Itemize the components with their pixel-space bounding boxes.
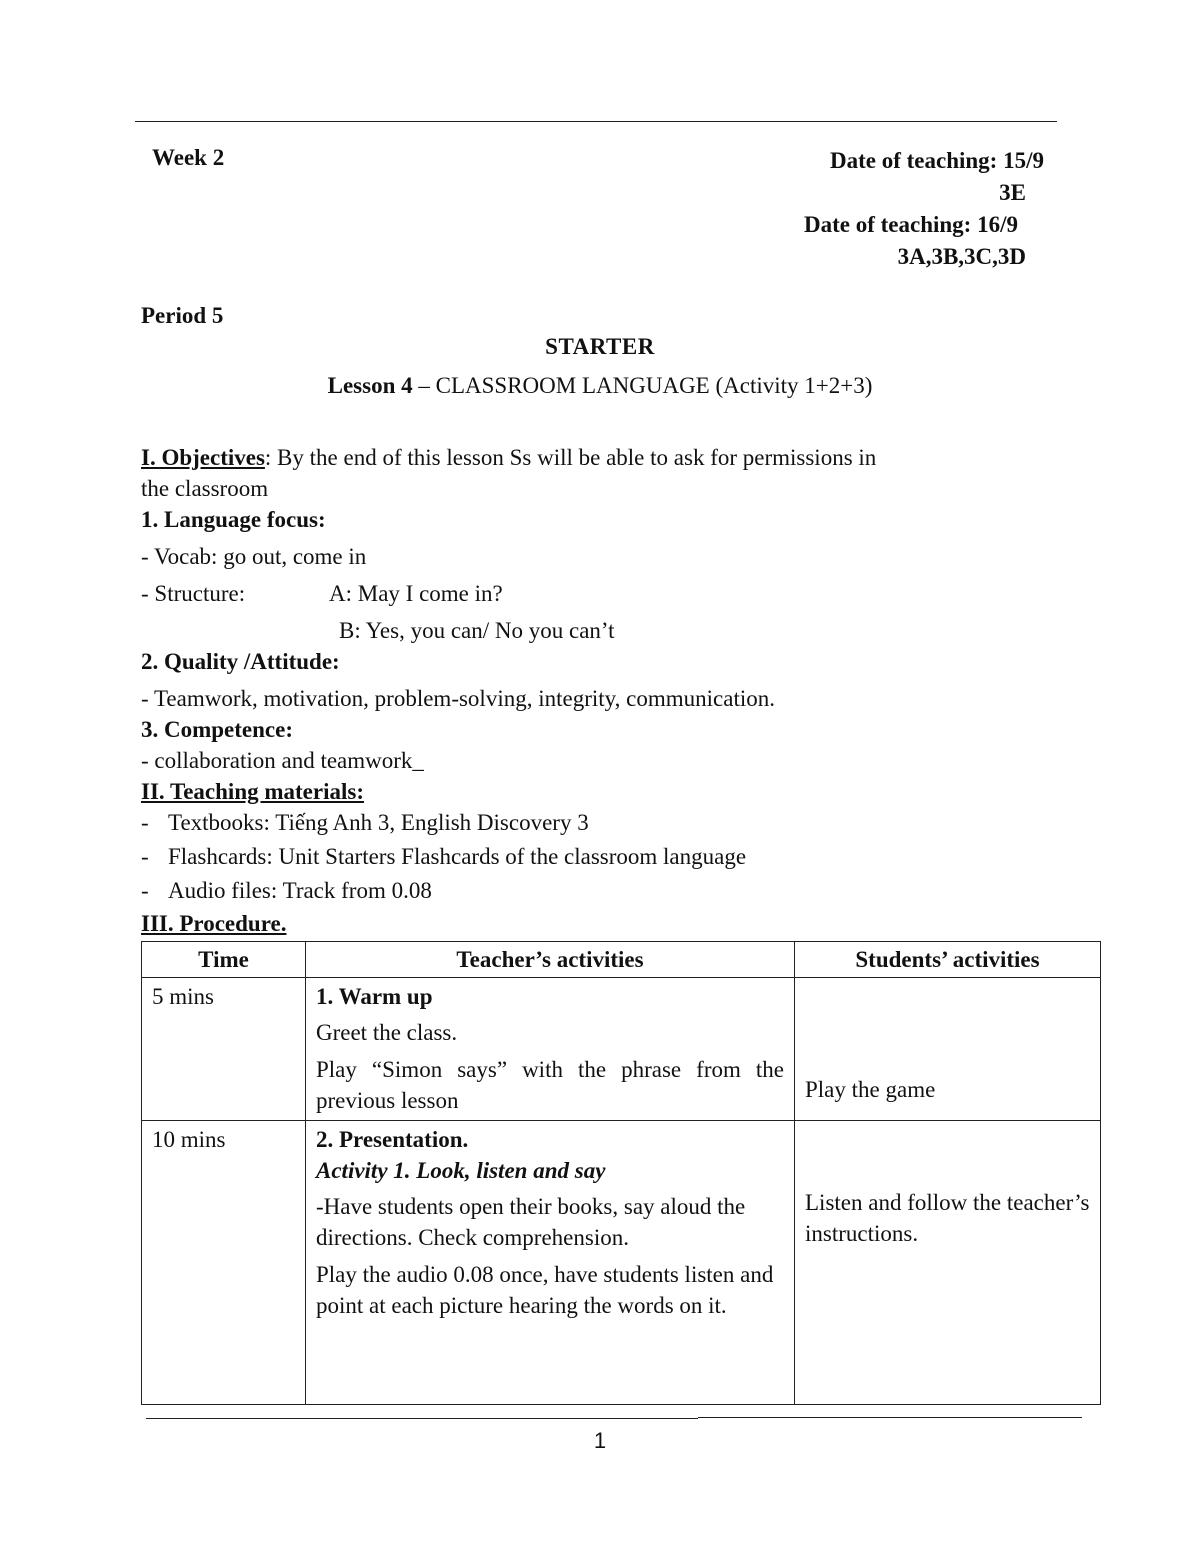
table-row bbox=[142, 978, 1101, 1121]
row-time: 10 mins bbox=[142, 1121, 306, 1405]
teacher-step: -Have students open their books, say aloud the directions. Check comprehension. bbox=[316, 1194, 746, 1250]
teacher-step: Play “Simon says” with the phrase from the previous lesson bbox=[316, 1057, 784, 1113]
student-step: Play the game bbox=[805, 1077, 936, 1102]
materials-item-text: Flashcards: Unit Starters Flashcards of the classroom language bbox=[168, 844, 747, 869]
week-label: Week 2 bbox=[152, 145, 225, 170]
procedure-table bbox=[141, 941, 1101, 1405]
page-number: 1 bbox=[593, 1428, 607, 1453]
teacher-step: Greet the class. bbox=[316, 1020, 458, 1045]
row-teacher-activities bbox=[306, 1121, 795, 1405]
header-rule bbox=[135, 121, 1057, 122]
quality-text: - Teamwork, motivation, problem-solving, integrity, communication. bbox=[141, 686, 775, 711]
table-row bbox=[142, 1121, 1101, 1405]
row-students-activities bbox=[795, 1121, 1101, 1405]
structure-line bbox=[141, 578, 1041, 609]
student-step: Listen and follow the teacher’s instructions. bbox=[805, 1190, 1090, 1246]
objectives-text: : By the end of this lesson Ss will be able to ask for permissions in bbox=[264, 445, 877, 470]
materials-item-text: Audio files: Track from 0.08 bbox=[168, 878, 432, 903]
lesson-title bbox=[0, 373, 1200, 399]
row-students-activities bbox=[795, 978, 1101, 1121]
class-1: 3E bbox=[999, 180, 1026, 205]
unit-title: STARTER bbox=[545, 334, 655, 359]
quality-heading: 2. Quality /Attitude: bbox=[141, 649, 340, 674]
activity-title: Activity 1. Look, listen and say bbox=[316, 1158, 606, 1183]
column-header-time: Time bbox=[142, 942, 306, 978]
objectives-heading: I. Objectives bbox=[141, 445, 265, 470]
objectives-line bbox=[141, 442, 1041, 473]
materials-item: - Audio files: Track from 0.08 bbox=[141, 878, 432, 903]
lesson-name: – CLASSROOM LANGUAGE (Activity 1+2+3) bbox=[412, 373, 873, 398]
materials-item: - Flashcards: Unit Starters Flashcards of the classroom language bbox=[141, 844, 747, 869]
teacher-step: Play the audio 0.08 once, have students listen and point at each picture hearing the words on it. bbox=[316, 1262, 774, 1318]
row-time: 5 mins bbox=[142, 978, 306, 1121]
procedure-heading: III. Procedure. bbox=[141, 911, 287, 936]
competence-text: - collaboration and teamwork_ bbox=[141, 748, 424, 773]
footer-rule bbox=[698, 1417, 1082, 1418]
materials-heading: II. Teaching materials: bbox=[141, 779, 364, 804]
vocab-line: - Vocab: go out, come in bbox=[141, 544, 367, 569]
objectives-text-cont: the classroom bbox=[141, 476, 269, 501]
column-header-teacher: Teacher’s activities bbox=[306, 942, 795, 978]
materials-item-text: Textbooks: Tiếng Anh 3, English Discovery 3 bbox=[168, 810, 589, 835]
structure-label: - Structure: bbox=[141, 581, 246, 606]
competence-heading: 3. Competence: bbox=[141, 717, 294, 742]
stage-title: 2. Presentation. bbox=[316, 1127, 469, 1152]
lesson-label: Lesson 4 bbox=[327, 373, 413, 398]
table-header-row bbox=[142, 942, 1101, 978]
materials-item: - Textbooks: Tiếng Anh 3, English Discovery 3 bbox=[141, 810, 589, 835]
period-label: Period 5 bbox=[141, 303, 224, 328]
class-2: 3A,3B,3C,3D bbox=[897, 244, 1026, 269]
column-header-students: Students’ activities bbox=[795, 942, 1101, 978]
date-of-teaching-2: Date of teaching: 16/9 bbox=[804, 212, 1018, 237]
date-of-teaching-1: Date of teaching: 15/9 bbox=[830, 148, 1044, 173]
lesson-plan-body bbox=[141, 442, 1041, 939]
footer-rule bbox=[146, 1418, 698, 1419]
row-teacher-activities bbox=[306, 978, 795, 1121]
structure-a: A: May I come in? bbox=[329, 581, 503, 606]
language-focus-heading: 1. Language focus: bbox=[141, 507, 326, 532]
teaching-dates bbox=[664, 145, 1044, 273]
structure-b: B: Yes, you can/ No you can’t bbox=[339, 618, 615, 643]
stage-title: 1. Warm up bbox=[316, 984, 433, 1009]
